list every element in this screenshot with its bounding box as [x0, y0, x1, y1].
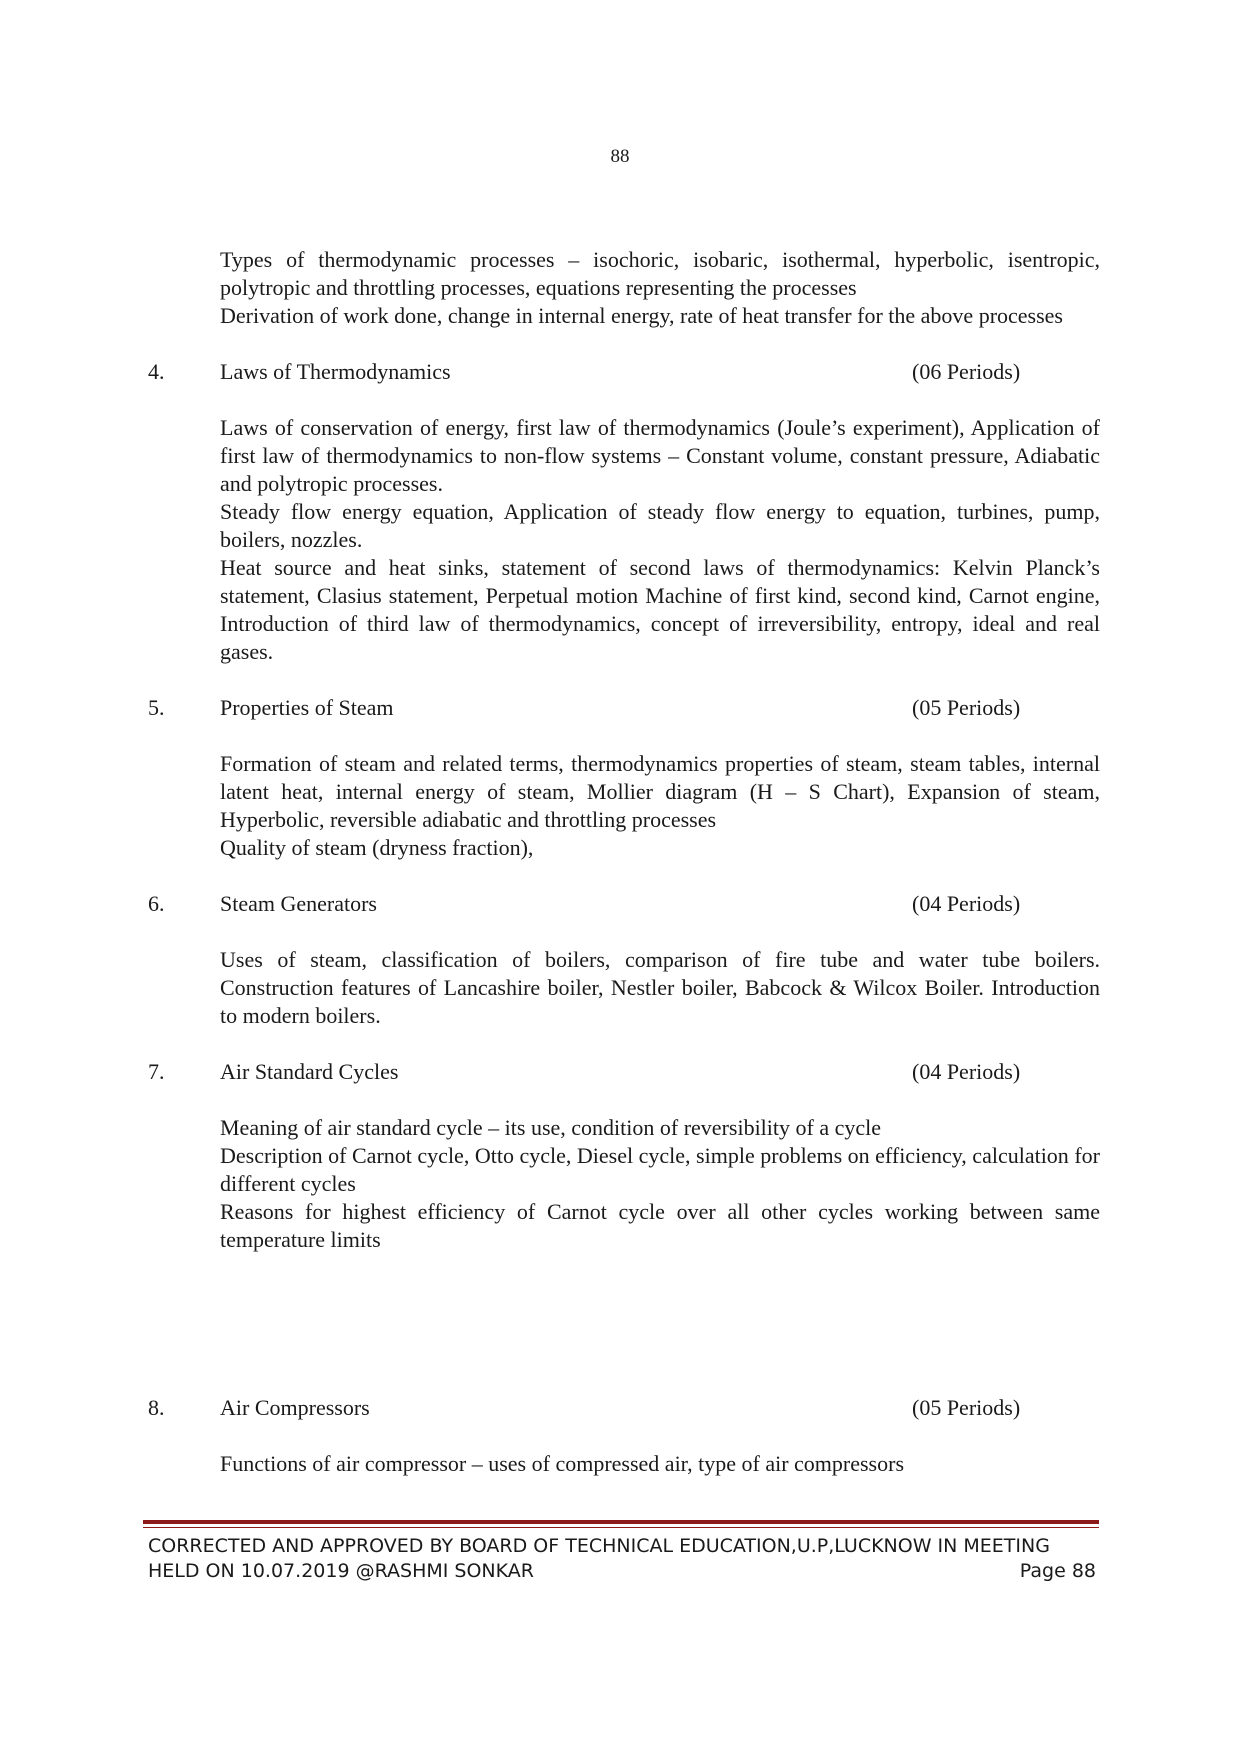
intro-paragraph: Derivation of work done, change in internal energy, rate of heat transfer for the above processes [220, 303, 1063, 328]
section-paragraph: Reasons for highest efficiency of Carnot cycle over all other cycles working between same temperature limits [220, 1199, 1100, 1252]
section-heading [148, 1394, 1100, 1422]
section-number: 6. [148, 891, 165, 916]
section-title: Laws of Thermodynamics [220, 359, 451, 384]
section-title: Air Standard Cycles [220, 1059, 399, 1084]
footer-line-2: HELD ON 10.07.2019 @RASHMI SONKAR [148, 1560, 534, 1582]
section-title: Properties of Steam [220, 695, 394, 720]
section-paragraph: Functions of air compressor – uses of compressed air, type of air compressors [220, 1451, 905, 1476]
footer-divider [143, 1520, 1099, 1524]
section-heading [148, 358, 1100, 386]
section-paragraph: Steady flow energy equation, Application of steady flow energy to equation, turbines, pump, boilers, nozzles. [220, 499, 1100, 552]
intro-block [148, 246, 1100, 330]
page-number: 88 [610, 146, 630, 167]
section-paragraph: Laws of conservation of energy, first law of thermodynamics (Joule’s experiment), Application of first law of thermodynamics to non-flow systems – Constant volume, constant pressure, Adiabatic and polytropic processes. [220, 415, 1100, 496]
section-number: 5. [148, 695, 165, 720]
section-title: Air Compressors [220, 1395, 370, 1420]
section-periods: (04 Periods) [912, 891, 1021, 916]
section-periods: (06 Periods) [912, 359, 1021, 384]
section-number: 8. [148, 1395, 165, 1420]
section-paragraph: Quality of steam (dryness fraction), [220, 835, 534, 860]
section-heading [148, 890, 1100, 918]
section-paragraph: Heat source and heat sinks, statement of second laws of thermodynamics: Kelvin Planck’s statement, Clasius statement, Perpetual motion Machine of first kind, second kind, Carnot engine, Introduction of third law of thermodynamics, concept of irreversibility, entropy, ideal and real gases. [220, 555, 1100, 664]
section-heading [148, 694, 1100, 722]
section-number: 7. [148, 1059, 165, 1084]
section-paragraph: Formation of steam and related terms, thermodynamics properties of steam, steam tables, internal latent heat, internal energy of steam, Mollier diagram (H – S Chart), Expansion of steam, Hyperbolic, reversible adiabatic and throttling processes [220, 751, 1100, 832]
footer-line-1: CORRECTED AND APPROVED BY BOARD OF TECHNICAL EDUCATION,U.P,LUCKNOW IN MEETING [148, 1535, 1050, 1557]
section-periods: (05 Periods) [912, 695, 1021, 720]
footer-line-2-row [148, 1559, 1096, 1584]
footer-page-label: Page 88 [1019, 1560, 1096, 1582]
section-periods: (04 Periods) [912, 1059, 1021, 1084]
section-periods: (05 Periods) [912, 1395, 1021, 1420]
footer-divider-thin [143, 1527, 1099, 1528]
section-number: 4. [148, 359, 165, 384]
page-content [148, 246, 1100, 1478]
page-footer [148, 1534, 1096, 1584]
section-heading [148, 1058, 1100, 1086]
section-paragraph: Description of Carnot cycle, Otto cycle, Diesel cycle, simple problems on efficiency, calculation for different cycles [220, 1143, 1100, 1196]
intro-paragraph: Types of thermodynamic processes – isochoric, isobaric, isothermal, hyperbolic, isentropic, polytropic and throttling processes, equations representing the processes [220, 247, 1100, 300]
section-paragraph: Meaning of air standard cycle – its use, condition of reversibility of a cycle [220, 1115, 882, 1140]
section-title: Steam Generators [220, 891, 377, 916]
section-paragraph: Uses of steam, classification of boilers, comparison of fire tube and water tube boilers. Construction features of Lancashire boiler, Nestler boiler, Babcock & Wilcox Boiler. Introduction to modern boilers. [220, 947, 1100, 1028]
